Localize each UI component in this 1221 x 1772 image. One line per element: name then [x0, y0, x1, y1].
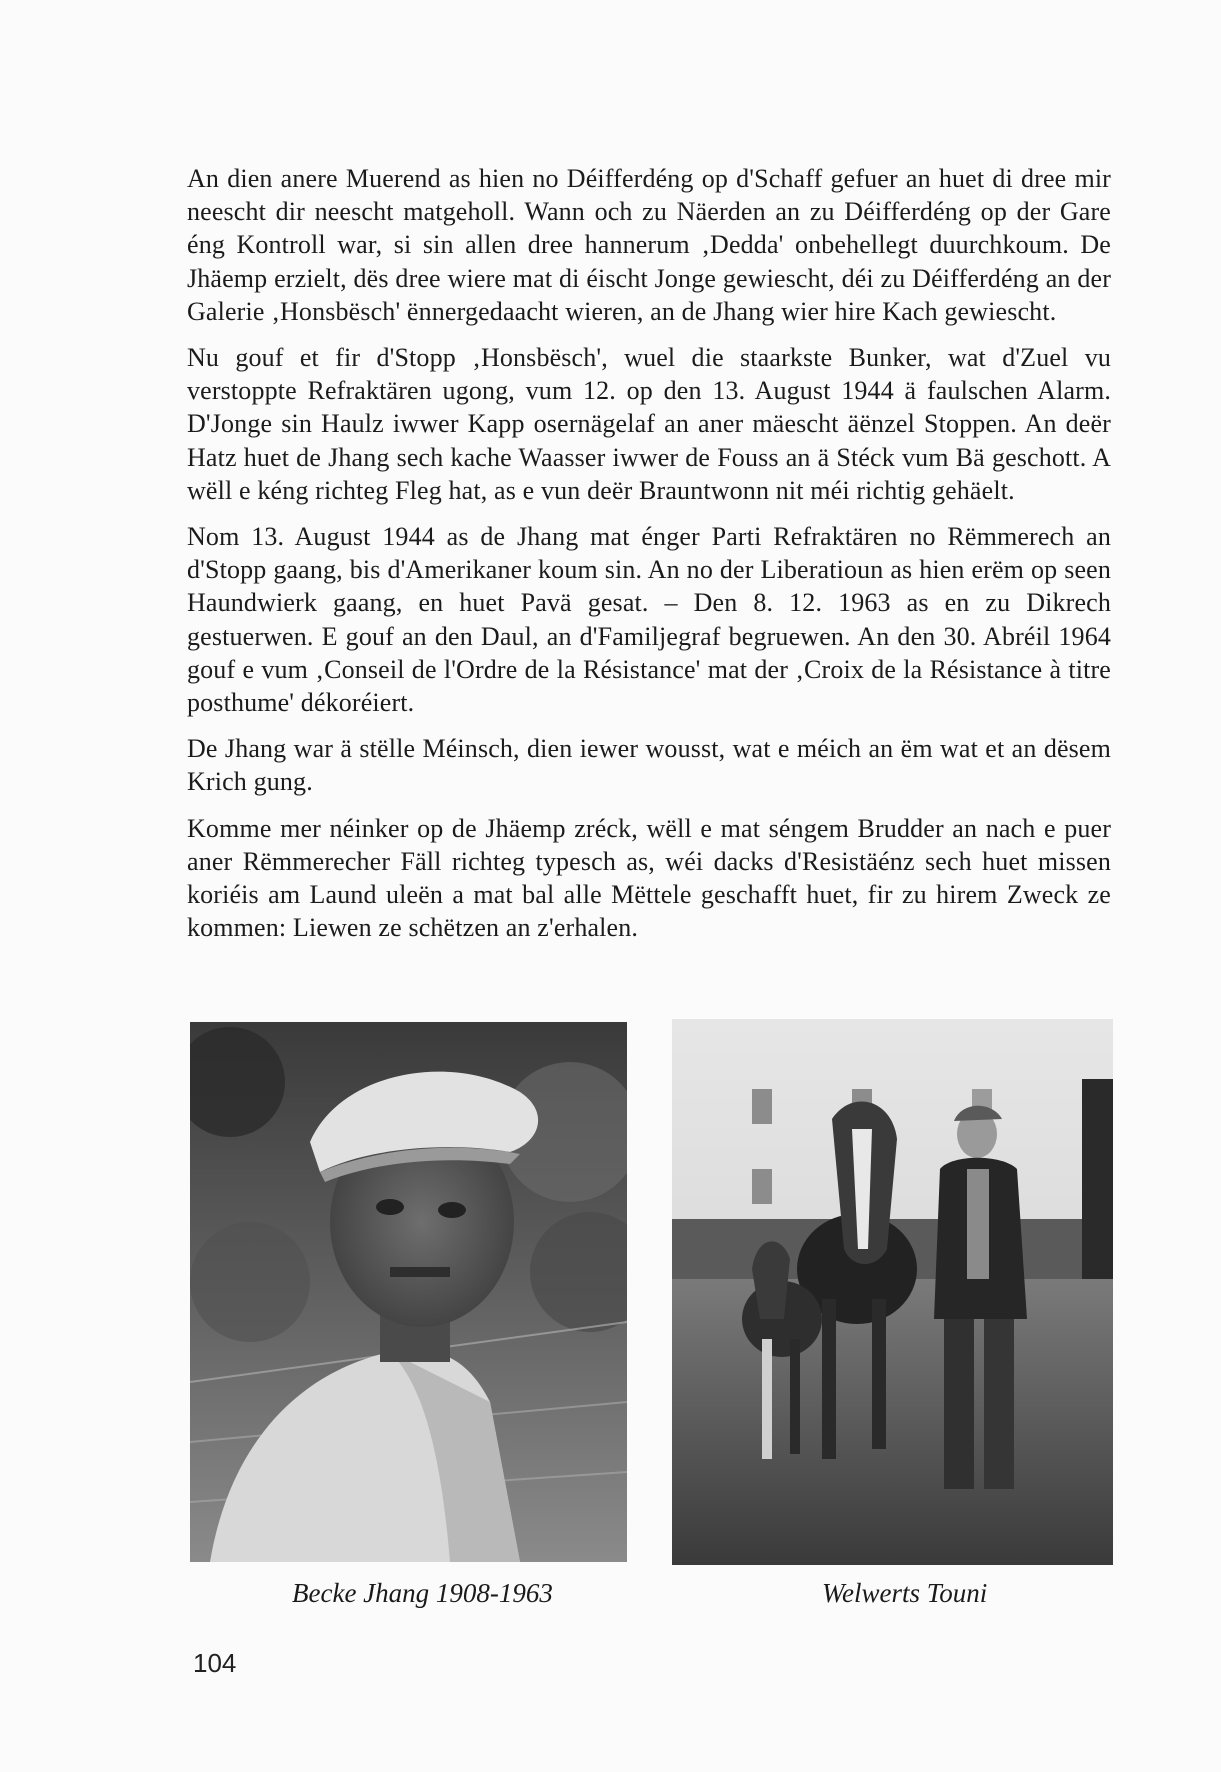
photo-caption-left: Becke Jhang 1908-1963: [292, 1578, 553, 1608]
page-number: 104: [193, 1648, 237, 1678]
portrait-photo: [190, 1022, 627, 1562]
paragraph: De Jhang war ä stëlle Méinsch, dien iewer wousst, wat e méich an ëm wat et an dësem Krich gung.: [187, 734, 1111, 797]
body-text: [187, 162, 1111, 957]
paragraph: Komme mer néinker op de Jhäemp zréck, wëll e mat séngem Brudder an nach e puer aner Rëmmerecher Fäll richteg typesch as, wéi dacks d'Resistäénz sech huet missen koriéis am Laund uleën a mat bal alle Mëttele geschafft huet, fir zu hirem Zweck ze kommen: Liewen ze schëtzen an z'erhalen.: [187, 813, 1111, 943]
paragraph: An dien anere Muerend as hien no Déifferdéng op d'Schaff gefuer an huet di dree mir neescht dir neescht matgeholl. Wann och zu Näerden an zu Déifferdéng op der Gare éng Kontroll war, si sin allen dree hannerum ‚Dedda' onbehellegt duurchkoum. De Jhäemp erzielt, dës dree wiere mat di éischt Jonge gewiescht, déi zu Déifferdéng an der Galerie ‚Honsbësch' ënnergedaacht wieren, an de Jhang wier hire Kach gewiescht.: [187, 164, 1111, 326]
paragraph: Nom 13. August 1944 as de Jhang mat énger Parti Refraktären no Rëmmerech an d'Stopp gaang, bis d'Amerikaner koum sin. An no der Liberatioun as hien erëm op seen Haundwierk gaang, en huet Pavä gesat. – Den 8. 12. 1963 as en zu Dikrech gestuerwen. E gouf an den Daul, an d'Familjegraf begruewen. An den 30. Abréil 1964 gouf e vum ‚Conseil de l'Ordre de la Résistance' mat der ‚Croix de la Résistance à titre posthume' dékoréiert.: [187, 522, 1111, 718]
photo-caption-right: Welwerts Touni: [822, 1578, 988, 1608]
paragraph: Nu gouf et fir d'Stopp ‚Honsbësch', wuel die staarkste Bunker, wat d'Zuel vu verstoppte Refraktären ugong, vum 12. op den 13. August 1944 ä faulschen Alarm. D'Jonge sin Haulz iwwer Kapp osernägelaf an aner mäescht äënzel Stoppen. An deër Hatz huet de Jhang sech kache Waasser iwwer de Fouss an ä Stéck vum Bä geschott. A wëll e kéng richteg Fleg hat, as e vun deër Brauntwonn nit méi richtig gehäelt.: [187, 343, 1111, 505]
horses-photo: [672, 1019, 1113, 1565]
